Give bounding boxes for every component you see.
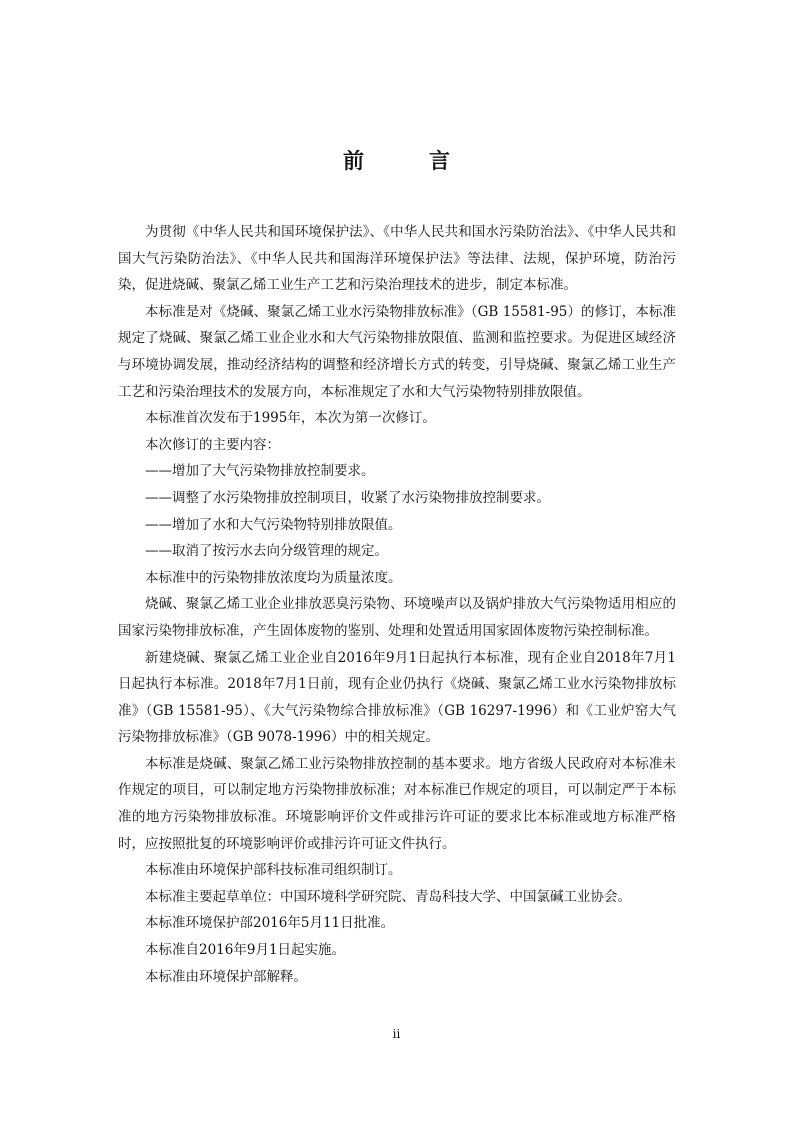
page-number: ii (392, 1027, 401, 1041)
paragraph-main-changes: 本次修订的主要内容： (145, 436, 280, 453)
paragraph-approval: 本标准环境保护部2016年5月11日批准。 (145, 915, 395, 932)
paragraph-revision: 本标准是对《烧碱、聚氯乙烯工业水污染物排放标准》（GB 15581-95）的修订，本标准规定了烧碱、聚氯乙烯工业企业水和大气污染物排放限值、监测和监控要求。为促进区域经济与环境协调发展，推动经济结构的调整和经济增长方式的转变，引导烧碱、聚氯乙烯工业生产工艺和污染治理技术的发展方向，本标准规定了水和大气污染物特别排放限值。 (118, 303, 676, 400)
paragraph-interpretation: 本标准由环境保护部解释。 (145, 968, 307, 985)
page-title: 前 言 (343, 149, 472, 173)
list-item-change: ——增加了大气污染物排放控制要求。 (145, 463, 375, 480)
paragraph-drafters: 本标准主要起草单位：中国环境科学研究院、青岛科技大学、中国氯碱工业协会。 (145, 888, 631, 905)
paragraph-implementation: 本标准自2016年9月1日起实施。 (145, 942, 346, 959)
paragraph-organizer: 本标准由环境保护部科技标准司组织制订。 (145, 862, 402, 879)
paragraph-first-release: 本标准首次发布于1995年，本次为第一次修订。 (145, 410, 436, 427)
paragraph-purpose: 为贯彻《中华人民共和国环境保护法》、《中华人民共和国水污染防治法》、《中华人民共和国大气污染防治法》、《中华人民共和国海洋环境保护法》等法律、法规，保护环境，防治污染，促进烧碱、聚氯乙烯工业生产工艺和污染治理技术的进步，制定本标准。 (118, 224, 676, 294)
paragraph-concentration: 本标准中的污染物排放浓度均为质量浓度。 (145, 569, 402, 586)
list-item-change: ——增加了水和大气污染物特别排放限值。 (145, 516, 402, 533)
list-item-change: ——调整了水污染物排放控制项目，收紧了水污染物排放控制要求。 (145, 489, 550, 506)
list-item-change: ——取消了按污水去向分级管理的规定。 (145, 543, 388, 560)
paragraph-other-standards: 烧碱、聚氯乙烯工业企业排放恶臭污染物、环境噪声以及锅炉排放大气污染物适用相应的国家污染物排放标准，产生固体废物的鉴别、处理和处置适用国家固体废物污染控制标准。 (118, 596, 676, 639)
paragraph-local-standards: 本标准是烧碱、聚氯乙烯工业污染物排放控制的基本要求。地方省级人民政府对本标准未作规定的项目，可以制定地方污染物排放标准；对本标准已作规定的项目，可以制定严于本标准的地方污染物排放标准。环境影响评价文件或排污许可证的要求比本标准或地方标准严格时，应按照批复的环境影响评价或排污许可证文件执行。 (118, 755, 676, 852)
foreword-body (118, 219, 676, 990)
paragraph-effective-schedule: 新建烧碱、聚氯乙烯工业企业自2016年9月1日起执行本标准，现有企业自2018年7月1日起执行本标准。2018年7月1日前，现有企业仍执行《烧碱、聚氯乙烯工业水污染物排放标准》（GB 15581-95）、《大气污染物综合排放标准》（GB 16297-1996）和《工业炉窑大气污染物排放标准》（GB 9078-1996）中的相关规定。 (118, 649, 676, 746)
